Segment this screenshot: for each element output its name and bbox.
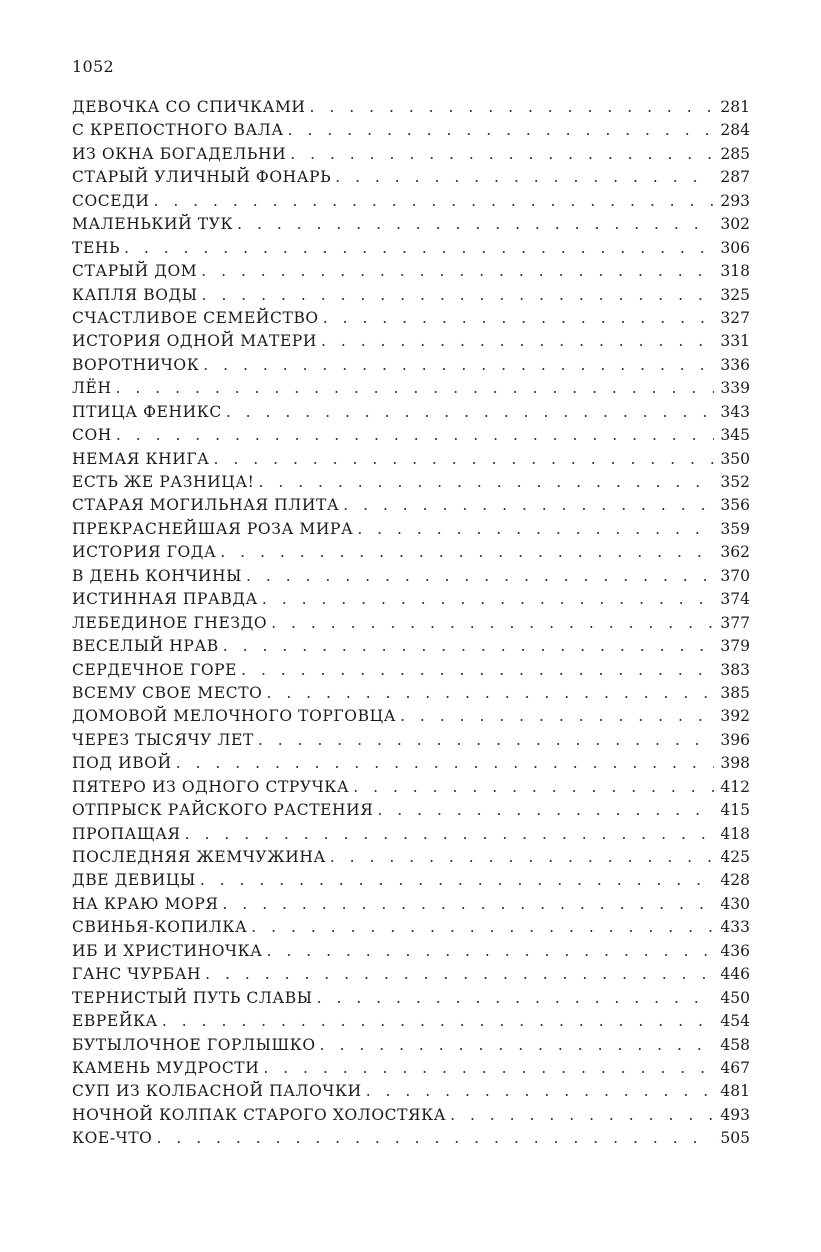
page-number: 1052 bbox=[72, 57, 114, 76]
toc-entry-page: 287 bbox=[720, 168, 750, 187]
toc-entry-title: ДОМОВОЙ МЕЛОЧНОГО ТОРГОВЦА bbox=[72, 707, 397, 726]
toc-entry-title: ИСТОРИЯ ГОДА bbox=[72, 543, 217, 562]
toc-entry-page: 325 bbox=[720, 285, 750, 304]
toc-entry-page: 350 bbox=[720, 449, 750, 468]
toc-entry-page: 318 bbox=[720, 262, 750, 281]
toc-entry-page: 458 bbox=[720, 1035, 750, 1054]
toc-entry-page: 467 bbox=[720, 1058, 750, 1077]
dot-leader bbox=[214, 450, 715, 468]
toc-entry-title: ЕСТЬ ЖЕ РАЗНИЦА! bbox=[72, 473, 255, 491]
toc-entry bbox=[72, 661, 750, 684]
dot-leader bbox=[116, 379, 715, 397]
toc-entry-page: 493 bbox=[720, 1105, 750, 1124]
toc-entry bbox=[72, 825, 750, 848]
dot-leader bbox=[290, 145, 714, 163]
dot-leader bbox=[366, 1082, 715, 1100]
dot-leader bbox=[241, 661, 714, 679]
toc-entry-page: 383 bbox=[720, 660, 750, 679]
toc-entry-page: 433 bbox=[720, 918, 750, 937]
toc-entry bbox=[72, 520, 750, 543]
toc-entry-page: 370 bbox=[720, 566, 750, 585]
dot-leader bbox=[321, 332, 714, 350]
toc-entry-page: 284 bbox=[720, 121, 750, 140]
toc-entry-title: НЕМАЯ КНИГА bbox=[72, 449, 210, 468]
dot-leader bbox=[323, 309, 715, 327]
toc-entry-page: 343 bbox=[720, 402, 750, 421]
toc-entry-title: ЛЕБЕДИНОЕ ГНЕЗДО bbox=[72, 613, 268, 632]
toc-entry bbox=[72, 871, 750, 894]
toc-entry-page: 336 bbox=[720, 355, 750, 374]
toc-entry-title: СОСЕДИ bbox=[72, 191, 150, 210]
toc-entry bbox=[72, 309, 750, 332]
toc-entry-title: ВСЕМУ СВОЕ МЕСТО bbox=[72, 683, 263, 702]
dot-leader bbox=[266, 684, 714, 702]
toc-entry bbox=[72, 239, 750, 262]
toc-entry bbox=[72, 942, 750, 965]
toc-entry-title: ТЕНЬ bbox=[72, 238, 121, 257]
toc-entry bbox=[72, 379, 750, 402]
toc-entry-title: НОЧНОЙ КОЛПАК СТАРОГО ХОЛОСТЯКА bbox=[72, 1105, 447, 1124]
dot-leader bbox=[185, 825, 715, 843]
toc-entry bbox=[72, 1129, 750, 1152]
toc-entry-title: ГАНС ЧУРБАН bbox=[72, 965, 202, 984]
toc-entry-title: ПРОПАЩАЯ bbox=[72, 824, 181, 843]
toc-entry-title: ПЯТЕРО ИЗ ОДНОГО СТРУЧКА bbox=[72, 777, 350, 796]
toc-entry bbox=[72, 989, 750, 1012]
toc-entry bbox=[72, 262, 750, 285]
toc-entry-title: ДЕВОЧКА СО СПИЧКАМИ bbox=[72, 98, 306, 116]
dot-leader bbox=[156, 1129, 714, 1147]
dot-leader bbox=[330, 848, 715, 866]
toc-entry-page: 415 bbox=[720, 801, 750, 820]
toc-entry-title: ПОД ИВОЙ bbox=[72, 754, 172, 773]
toc-entry-page: 505 bbox=[720, 1129, 750, 1148]
toc-entry-title: ВОРОТНИЧОК bbox=[72, 355, 200, 374]
dot-leader bbox=[258, 473, 714, 491]
toc-entry-page: 385 bbox=[720, 683, 750, 702]
toc-entry bbox=[72, 707, 750, 730]
dot-leader bbox=[176, 754, 715, 772]
toc-entry-title: ВЕСЕЛЫЙ НРАВ bbox=[72, 637, 219, 656]
dot-leader bbox=[377, 801, 714, 819]
table-of-contents bbox=[72, 98, 750, 1153]
toc-entry-title: ЛЁН bbox=[72, 379, 112, 398]
toc-entry bbox=[72, 473, 750, 496]
dot-leader bbox=[116, 426, 715, 444]
toc-entry bbox=[72, 918, 750, 941]
toc-entry bbox=[72, 590, 750, 613]
toc-entry bbox=[72, 778, 750, 801]
toc-entry bbox=[72, 192, 750, 215]
toc-entry-title: КОЕ-ЧТО bbox=[72, 1129, 153, 1148]
toc-entry bbox=[72, 1036, 750, 1059]
toc-entry-page: 481 bbox=[720, 1082, 750, 1101]
toc-entry-title: ПОСЛЕДНЯЯ ЖЕМЧУЖИНА bbox=[72, 848, 326, 866]
toc-entry bbox=[72, 754, 750, 777]
toc-entry-page: 327 bbox=[720, 308, 750, 327]
toc-entry-title: ИСТИННАЯ ПРАВДА bbox=[72, 590, 258, 609]
toc-entry-title: ОТПРЫСК РАЙСКОГО РАСТЕНИЯ bbox=[72, 801, 374, 820]
toc-entry-title: КАПЛЯ ВОДЫ bbox=[72, 285, 198, 304]
toc-entry-title: МАЛЕНЬКИЙ ТУК bbox=[72, 215, 234, 234]
toc-entry-page: 339 bbox=[720, 379, 750, 398]
toc-entry-title: ЕВРЕЙКА bbox=[72, 1012, 158, 1031]
toc-entry-title: В ДЕНЬ КОНЧИНЫ bbox=[72, 566, 243, 585]
toc-entry-page: 352 bbox=[720, 473, 750, 491]
dot-leader bbox=[353, 778, 714, 796]
toc-entry-page: 285 bbox=[720, 144, 750, 163]
dot-leader bbox=[223, 637, 715, 655]
dot-leader bbox=[223, 895, 715, 913]
toc-entry-page: 392 bbox=[720, 707, 750, 726]
toc-entry-page: 359 bbox=[720, 519, 750, 538]
toc-entry-page: 281 bbox=[720, 98, 750, 116]
toc-entry-page: 302 bbox=[720, 215, 750, 234]
toc-entry bbox=[72, 121, 750, 144]
toc-entry bbox=[72, 965, 750, 988]
dot-leader bbox=[258, 731, 715, 749]
toc-entry-page: 293 bbox=[720, 191, 750, 210]
dot-leader bbox=[202, 286, 715, 304]
toc-entry-title: ПРЕКРАСНЕЙШАЯ РОЗА МИРА bbox=[72, 519, 354, 538]
toc-entry-title: НА КРАЮ МОРЯ bbox=[72, 894, 219, 913]
toc-entry-title: ЧЕРЕЗ ТЫСЯЧУ ЛЕТ bbox=[72, 730, 254, 749]
toc-entry-page: 428 bbox=[720, 871, 750, 890]
toc-entry-page: 425 bbox=[720, 848, 750, 866]
toc-entry-title: ИСТОРИЯ ОДНОЙ МАТЕРИ bbox=[72, 332, 317, 351]
toc-entry-title: СОН bbox=[72, 426, 112, 445]
toc-entry-title: СТАРАЯ МОГИЛЬНАЯ ПЛИТА bbox=[72, 496, 340, 515]
toc-entry-page: 374 bbox=[720, 590, 750, 609]
toc-entry-page: 454 bbox=[720, 1012, 750, 1031]
toc-entry-title: ТЕРНИСТЫЙ ПУТЬ СЛАВЫ bbox=[72, 988, 313, 1007]
toc-entry-page: 412 bbox=[720, 777, 750, 796]
dot-leader bbox=[153, 192, 714, 210]
toc-entry bbox=[72, 731, 750, 754]
toc-entry bbox=[72, 98, 750, 121]
dot-leader bbox=[262, 590, 715, 608]
toc-entry bbox=[72, 684, 750, 707]
toc-entry bbox=[72, 286, 750, 309]
toc-entry-page: 362 bbox=[720, 543, 750, 562]
dot-leader bbox=[237, 215, 714, 233]
toc-entry-page: 396 bbox=[720, 730, 750, 749]
dot-leader bbox=[226, 403, 715, 421]
dot-leader bbox=[162, 1012, 715, 1030]
toc-entry-page: 398 bbox=[720, 754, 750, 773]
toc-entry bbox=[72, 543, 750, 566]
toc-entry bbox=[72, 895, 750, 918]
toc-entry-page: 356 bbox=[720, 496, 750, 515]
toc-entry bbox=[72, 145, 750, 168]
dot-leader bbox=[201, 262, 714, 280]
toc-entry bbox=[72, 1059, 750, 1082]
toc-entry-title: ПТИЦА ФЕНИКС bbox=[72, 402, 222, 421]
toc-entry-page: 436 bbox=[720, 941, 750, 960]
toc-entry bbox=[72, 1012, 750, 1035]
toc-entry-page: 306 bbox=[720, 238, 750, 257]
toc-entry-title: БУТЫЛОЧНОЕ ГОРЛЫШКО bbox=[72, 1035, 316, 1054]
toc-entry bbox=[72, 637, 750, 660]
toc-entry-title: СВИНЬЯ-КОПИЛКА bbox=[72, 918, 248, 937]
toc-entry-title: ИЗ ОКНА БОГАДЕЛЬНИ bbox=[72, 144, 287, 163]
dot-leader bbox=[320, 1036, 715, 1054]
dot-leader bbox=[288, 121, 715, 139]
toc-entry bbox=[72, 801, 750, 824]
toc-entry-title: ДВЕ ДЕВИЦЫ bbox=[72, 871, 196, 890]
toc-entry-title: ИБ И ХРИСТИНОЧКА bbox=[72, 941, 263, 960]
dot-leader bbox=[246, 567, 714, 585]
toc-entry-title: КАМЕНЬ МУДРОСТИ bbox=[72, 1058, 260, 1077]
dot-leader bbox=[203, 356, 714, 374]
toc-entry bbox=[72, 356, 750, 379]
toc-entry bbox=[72, 332, 750, 355]
dot-leader bbox=[335, 168, 714, 186]
dot-leader bbox=[310, 98, 715, 116]
dot-leader bbox=[200, 871, 715, 889]
dot-leader bbox=[271, 614, 714, 632]
toc-entry bbox=[72, 168, 750, 191]
toc-entry-title: СУП ИЗ КОЛБАСНОЙ ПАЛОЧКИ bbox=[72, 1082, 362, 1101]
toc-entry-page: 450 bbox=[720, 988, 750, 1007]
dot-leader bbox=[205, 965, 714, 983]
toc-entry-page: 418 bbox=[720, 824, 750, 843]
toc-entry bbox=[72, 567, 750, 590]
toc-entry bbox=[72, 848, 750, 871]
toc-entry bbox=[72, 215, 750, 238]
toc-entry-title: С КРЕПОСТНОГО ВАЛА bbox=[72, 121, 284, 140]
toc-entry-title: СТАРЫЙ ДОМ bbox=[72, 262, 198, 281]
toc-entry-title: СЕРДЕЧНОЕ ГОРЕ bbox=[72, 660, 238, 679]
toc-entry bbox=[72, 450, 750, 473]
toc-entry-page: 446 bbox=[720, 965, 750, 984]
toc-entry bbox=[72, 1082, 750, 1105]
dot-leader bbox=[317, 989, 715, 1007]
toc-entry-page: 331 bbox=[720, 332, 750, 351]
toc-entry bbox=[72, 1106, 750, 1129]
toc-entry-page: 377 bbox=[720, 613, 750, 632]
toc-entry-title: СЧАСТЛИВОЕ СЕМЕЙСТВО bbox=[72, 308, 319, 327]
dot-leader bbox=[220, 543, 714, 561]
toc-entry bbox=[72, 403, 750, 426]
dot-leader bbox=[343, 496, 714, 514]
dot-leader bbox=[450, 1106, 714, 1124]
toc-entry-title: СТАРЫЙ УЛИЧНЫЙ ФОНАРЬ bbox=[72, 168, 332, 187]
dot-leader bbox=[124, 239, 714, 257]
toc-entry-page: 379 bbox=[720, 637, 750, 656]
toc-entry bbox=[72, 426, 750, 449]
dot-leader bbox=[251, 918, 714, 936]
toc-entry-page: 430 bbox=[720, 894, 750, 913]
dot-leader bbox=[267, 942, 715, 960]
dot-leader bbox=[357, 520, 714, 538]
dot-leader bbox=[400, 707, 714, 725]
toc-entry bbox=[72, 614, 750, 637]
dot-leader bbox=[263, 1059, 714, 1077]
toc-entry-page: 345 bbox=[720, 426, 750, 445]
toc-entry bbox=[72, 496, 750, 519]
